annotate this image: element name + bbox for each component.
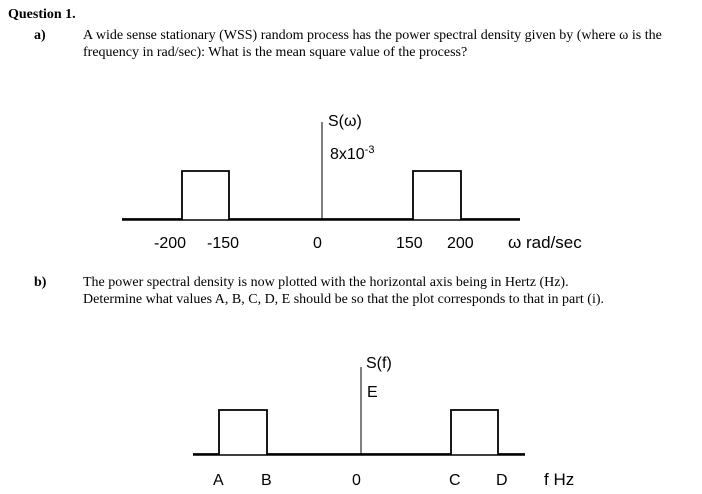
plot1-tick-label: -200 bbox=[154, 235, 187, 252]
plot2-tick-label: 0 bbox=[352, 472, 361, 489]
plot1-ylabel: S(ω) bbox=[328, 113, 362, 130]
plot1-pulses bbox=[122, 171, 520, 219]
part-b-text-line1: The power spectral density is now plotted with the horizontal axis being in Hertz (Hz). bbox=[83, 275, 569, 290]
plot1-xlabel: ω rad/sec bbox=[508, 233, 582, 252]
plot1-tick-label: -150 bbox=[207, 235, 240, 252]
plot1-tick-label: 150 bbox=[396, 235, 423, 252]
plot-frequency bbox=[193, 355, 574, 489]
plot2-tick-label: B bbox=[261, 472, 272, 489]
plot2-amplitude-label: E bbox=[367, 384, 378, 401]
plot2-tick-label: D bbox=[496, 472, 508, 489]
part-a-text-line1: A wide sense stationary (WSS) random process has the power spectral density given by (where ω is the bbox=[83, 28, 662, 43]
plot1-tick-label: 200 bbox=[447, 235, 474, 252]
plot2-pulses bbox=[193, 410, 525, 454]
part-b-text-line2: Determine what values A, B, C, D, E should be so that the plot corresponds to that in part (i). bbox=[83, 292, 605, 307]
plot1-tick-label: 0 bbox=[313, 235, 322, 252]
plot2-tick-label: C bbox=[449, 472, 461, 489]
question-title: Question 1. bbox=[8, 7, 76, 22]
plot2-ylabel: S(f) bbox=[366, 355, 392, 372]
plot-omega bbox=[122, 113, 582, 252]
plot2-xlabel: f Hz bbox=[544, 470, 575, 489]
part-a-label: a) bbox=[34, 28, 46, 43]
part-a-text-line2: frequency in rad/sec): What is the mean square value of the process? bbox=[83, 45, 468, 60]
plot2-tick-label: A bbox=[213, 472, 224, 489]
plot1-amplitude-label: $8x10^{-3}$ bbox=[330, 144, 375, 163]
part-b-label: b) bbox=[34, 275, 47, 290]
